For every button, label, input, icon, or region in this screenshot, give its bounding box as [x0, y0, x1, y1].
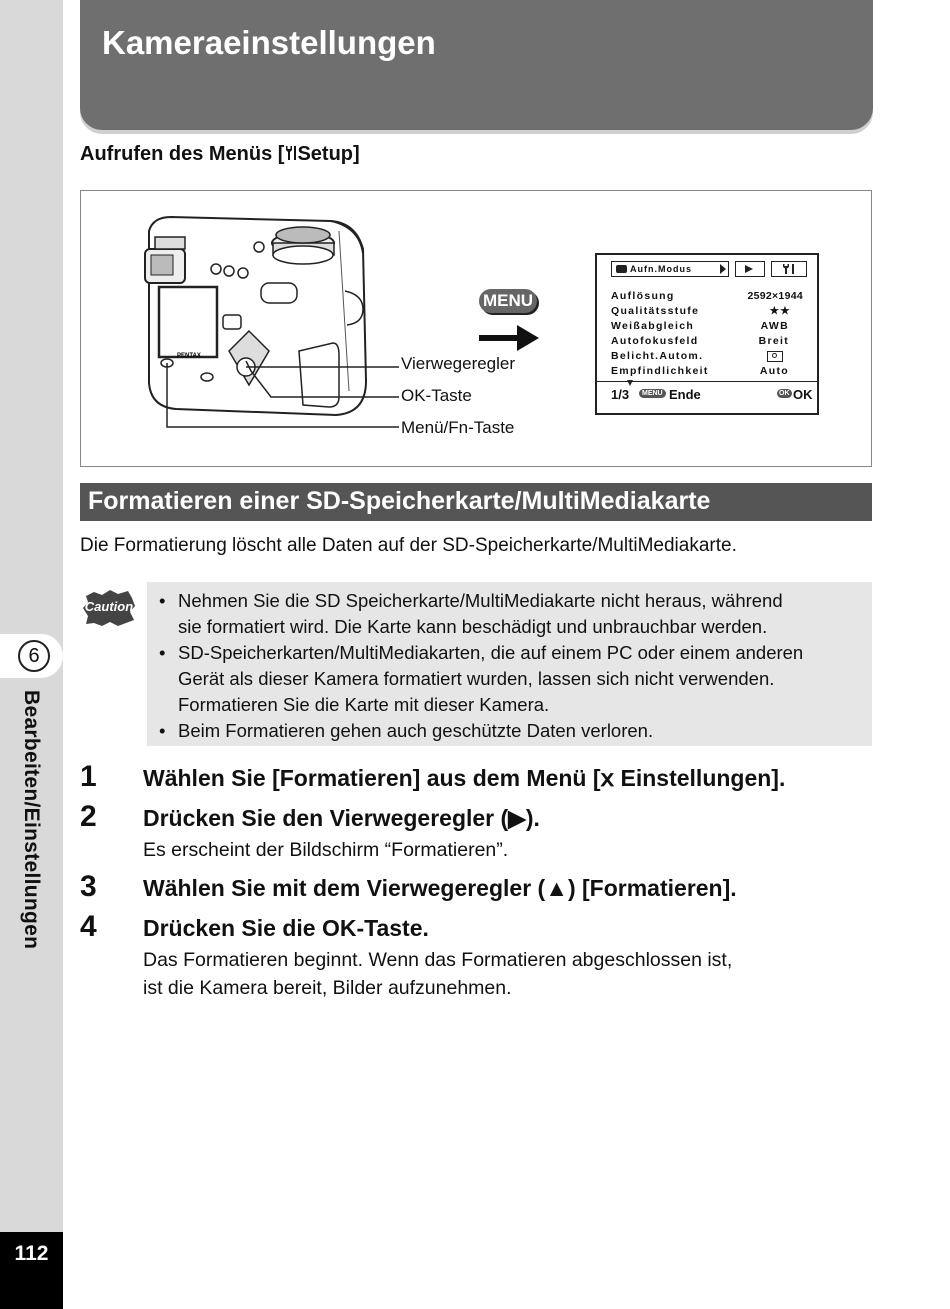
caution-line: Nehmen Sie die SD Speicherkarte/MultiMediakarte nicht heraus, während	[178, 590, 783, 611]
caution-line: SD-Speicherkarten/MultiMediakarten, die auf einem PC oder einem anderen	[178, 642, 804, 663]
lcd-page-indicator: 1/3	[611, 387, 630, 402]
page-number: 112	[0, 1232, 63, 1309]
menu-badge: MENU	[639, 389, 666, 398]
label-menu-fn-button: Menü/Fn-Taste	[401, 418, 515, 437]
lcd-row	[611, 289, 803, 304]
page-title: Kameraeinstellungen	[102, 24, 436, 61]
caution-line: Gerät als dieser Kamera formatiert wurden, lassen sich nicht verwenden.	[178, 668, 775, 689]
step-number: 1	[80, 760, 97, 793]
play-icon	[745, 265, 753, 273]
step-description: ist die Kamera bereit, Bilder aufzunehmen.	[143, 977, 512, 999]
lcd-row	[611, 334, 803, 349]
caution-item	[157, 718, 862, 744]
lcd-footer	[597, 381, 817, 407]
lcd-row	[611, 319, 803, 334]
caution-item	[157, 588, 862, 640]
step-number: 2	[80, 800, 97, 833]
lcd-tab-record-label: Aufn.Modus	[630, 264, 692, 274]
metering-icon	[767, 351, 783, 362]
lcd-row-value: Auto	[759, 365, 789, 377]
caution-item	[157, 640, 862, 718]
page-header	[80, 0, 873, 130]
intro-text: Die Formatierung löscht alle Daten auf der SD-Speicherkarte/MultiMediakarte.	[80, 535, 737, 556]
lcd-row-label: Weißabgleich	[611, 320, 695, 332]
step-title: Wählen Sie mit dem Vierwegeregler (▲) [Formatieren].	[143, 875, 737, 901]
lcd-row	[611, 304, 803, 319]
lcd-tab-bar	[611, 261, 813, 277]
step-title: Drücken Sie die OK-Taste.	[143, 915, 429, 941]
camera-icon	[616, 265, 627, 273]
lcd-tab-playback	[735, 261, 765, 277]
lcd-row-label: Auflösung	[611, 290, 675, 302]
menu-access-suffix: Setup]	[297, 143, 360, 165]
lcd-row	[611, 364, 803, 379]
lcd-end-label: Ende	[669, 387, 701, 402]
lcd-row-label: Empfindlichkeit	[611, 365, 709, 377]
ok-badge: OK	[779, 390, 790, 397]
lcd-row-label: Autofokusfeld	[611, 335, 699, 347]
label-ok-button: OK-Taste	[401, 386, 472, 405]
camera-brand-label: PENTAX	[177, 353, 201, 359]
tab-arrow-icon	[720, 264, 726, 274]
lcd-ok-label: OK	[793, 387, 813, 402]
step-number: 4	[80, 910, 97, 943]
lcd-row-value: ★★	[769, 305, 791, 317]
lcd-menu-screen	[595, 253, 819, 415]
caution-line: Formatieren Sie die Karte mit dieser Kamera.	[178, 694, 550, 715]
label-four-way-controller: Vierwegeregler	[401, 354, 516, 373]
lcd-tab-setup	[771, 261, 807, 277]
lcd-row	[611, 349, 803, 364]
lcd-row-list	[611, 289, 803, 386]
step-title: Drücken Sie den Vierwegeregler (▶).	[143, 805, 540, 831]
section-heading: Formatieren einer SD-Speicherkarte/MultiMediakarte	[80, 483, 872, 521]
caution-box	[147, 582, 872, 746]
lcd-row-value: 2592×1944	[747, 290, 803, 302]
step-description: Das Formatieren beginnt. Wenn das Formatieren abgeschlossen ist,	[143, 949, 733, 971]
lcd-tab-record	[611, 261, 729, 277]
caution-line: sie formatiert wird. Die Karte kann beschädigt und unbrauchbar werden.	[178, 616, 768, 637]
wrench-icon	[782, 263, 796, 275]
caution-line: Beim Formatieren gehen auch geschützte Daten verloren.	[178, 720, 654, 741]
caution-badge	[82, 588, 136, 628]
lcd-row-label: Belicht.Autom.	[611, 350, 704, 362]
caution-badge-label: Caution	[84, 599, 134, 614]
wrench-icon	[284, 145, 297, 161]
chapter-label: Bearbeiten/Einstellungen	[20, 690, 43, 950]
lcd-row-value: Breit	[758, 335, 789, 347]
step-description: Es erscheint der Bildschirm “Formatieren”.	[143, 839, 509, 861]
step-title: Wählen Sie [Formatieren] aus dem Menü [ⅹ Einstellungen].	[143, 765, 786, 791]
menu-access-prefix: Aufrufen des Menüs [	[80, 143, 285, 165]
menu-button-graphic	[479, 289, 537, 313]
camera-figure	[80, 190, 872, 467]
menu-button-label: MENU	[482, 291, 534, 310]
caution-list	[147, 582, 872, 744]
chapter-number: 6	[18, 640, 50, 672]
step-number: 3	[80, 870, 97, 903]
menu-access-heading	[80, 143, 360, 166]
lcd-row-label: Qualitätsstufe	[611, 305, 700, 317]
lcd-row-value: AWB	[760, 320, 789, 332]
